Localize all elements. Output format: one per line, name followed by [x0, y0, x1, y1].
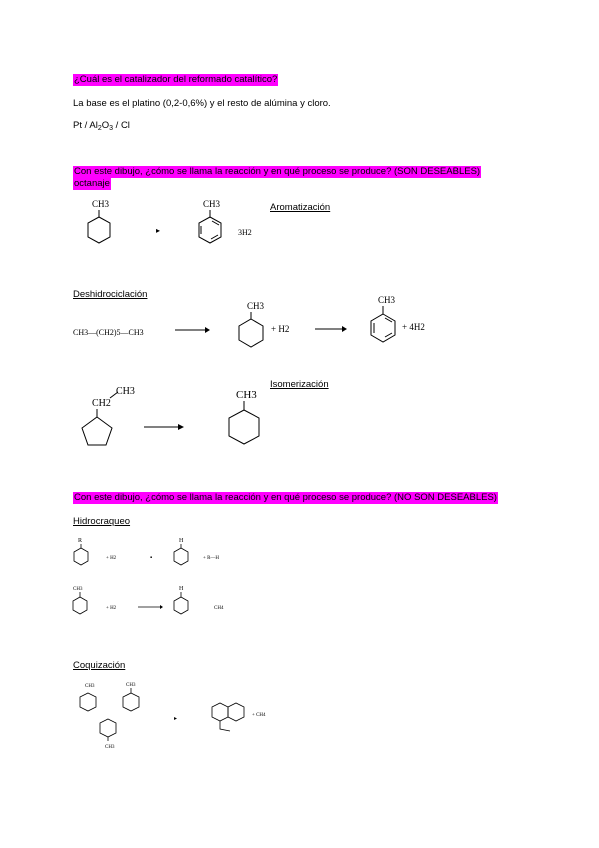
heptane-chain: CH3—(CH2)5—CH3 — [73, 328, 144, 337]
answer-1: La base es el platino (0,2-0,6%) y el resto de alúmina y cloro. — [73, 98, 331, 109]
coking-title: Coquización — [73, 660, 126, 671]
svg-text:+ R—H: + R—H — [203, 556, 220, 561]
question-3: Con este dibujo, ¿cómo se llama la reacción y en qué proceso se produce? (NO SON DESEABLES) — [74, 492, 497, 503]
hydrocracking-reaction — [70, 532, 270, 632]
ch3-label: CH3 — [73, 587, 83, 592]
h2-label: + 4H2 — [402, 322, 425, 332]
dehydrocyclization-title: Deshidrociclación — [73, 289, 148, 300]
ch3-label: CH3 — [378, 295, 396, 305]
ch3-label: CH3 — [105, 745, 115, 750]
methylcyclohexane-ring — [229, 410, 259, 444]
ch2-label: CH2 — [92, 398, 111, 409]
ch3-label: CH3 — [203, 199, 221, 209]
aromatization-reaction — [70, 195, 390, 255]
svg-text:+ H2: + H2 — [106, 606, 117, 611]
ch3-label: CH3 — [247, 301, 265, 311]
ch3-label: CH3 — [126, 683, 136, 688]
hydrocracking-title: Hidrocraqueo — [73, 516, 131, 527]
cyclohexane-ring — [88, 217, 110, 243]
coking-reaction — [70, 677, 290, 757]
ch3-label: CH3 — [116, 386, 135, 397]
svg-text:+ CH4: + CH4 — [252, 713, 266, 718]
cyclopentane-ring — [82, 417, 112, 445]
svg-text:▪: ▪ — [150, 555, 153, 561]
ch3-label: CH3 — [85, 684, 95, 689]
isomerization-reaction — [70, 378, 290, 458]
dehydrocyclization-reaction — [70, 295, 470, 360]
question-1: ¿Cuál es el catalizador del reformado catalítico? — [74, 74, 278, 85]
catalyst-formula: Pt / $Al_2O_3$ / Cl — [73, 120, 130, 132]
benzene-ring — [199, 217, 221, 243]
question-2: Con este dibujo, ¿cómo se llama la reacción y en qué proceso se produce? (SON DESEABLES) octanaje — [74, 166, 481, 189]
toluene-ring — [371, 314, 395, 342]
naphthalene-ring — [212, 703, 228, 721]
svg-text:▸: ▸ — [156, 226, 161, 235]
svg-text:▸: ▸ — [174, 716, 178, 722]
h2-label: 3H2 — [238, 228, 252, 237]
ch3-label: CH3 — [236, 389, 257, 401]
svg-text:+ H2: + H2 — [106, 556, 117, 561]
h-label: H — [179, 586, 184, 592]
svg-text:CH4: CH4 — [214, 606, 224, 611]
h-label: H — [179, 538, 184, 544]
ch3-label: CH3 — [92, 199, 110, 209]
r-label: R — [78, 538, 83, 544]
h2-label: + H2 — [271, 324, 290, 334]
methylcyclohexane-ring — [239, 319, 263, 347]
isomerization-title: Isomerización — [270, 379, 329, 390]
aromatization-title: Aromatización — [270, 202, 331, 213]
